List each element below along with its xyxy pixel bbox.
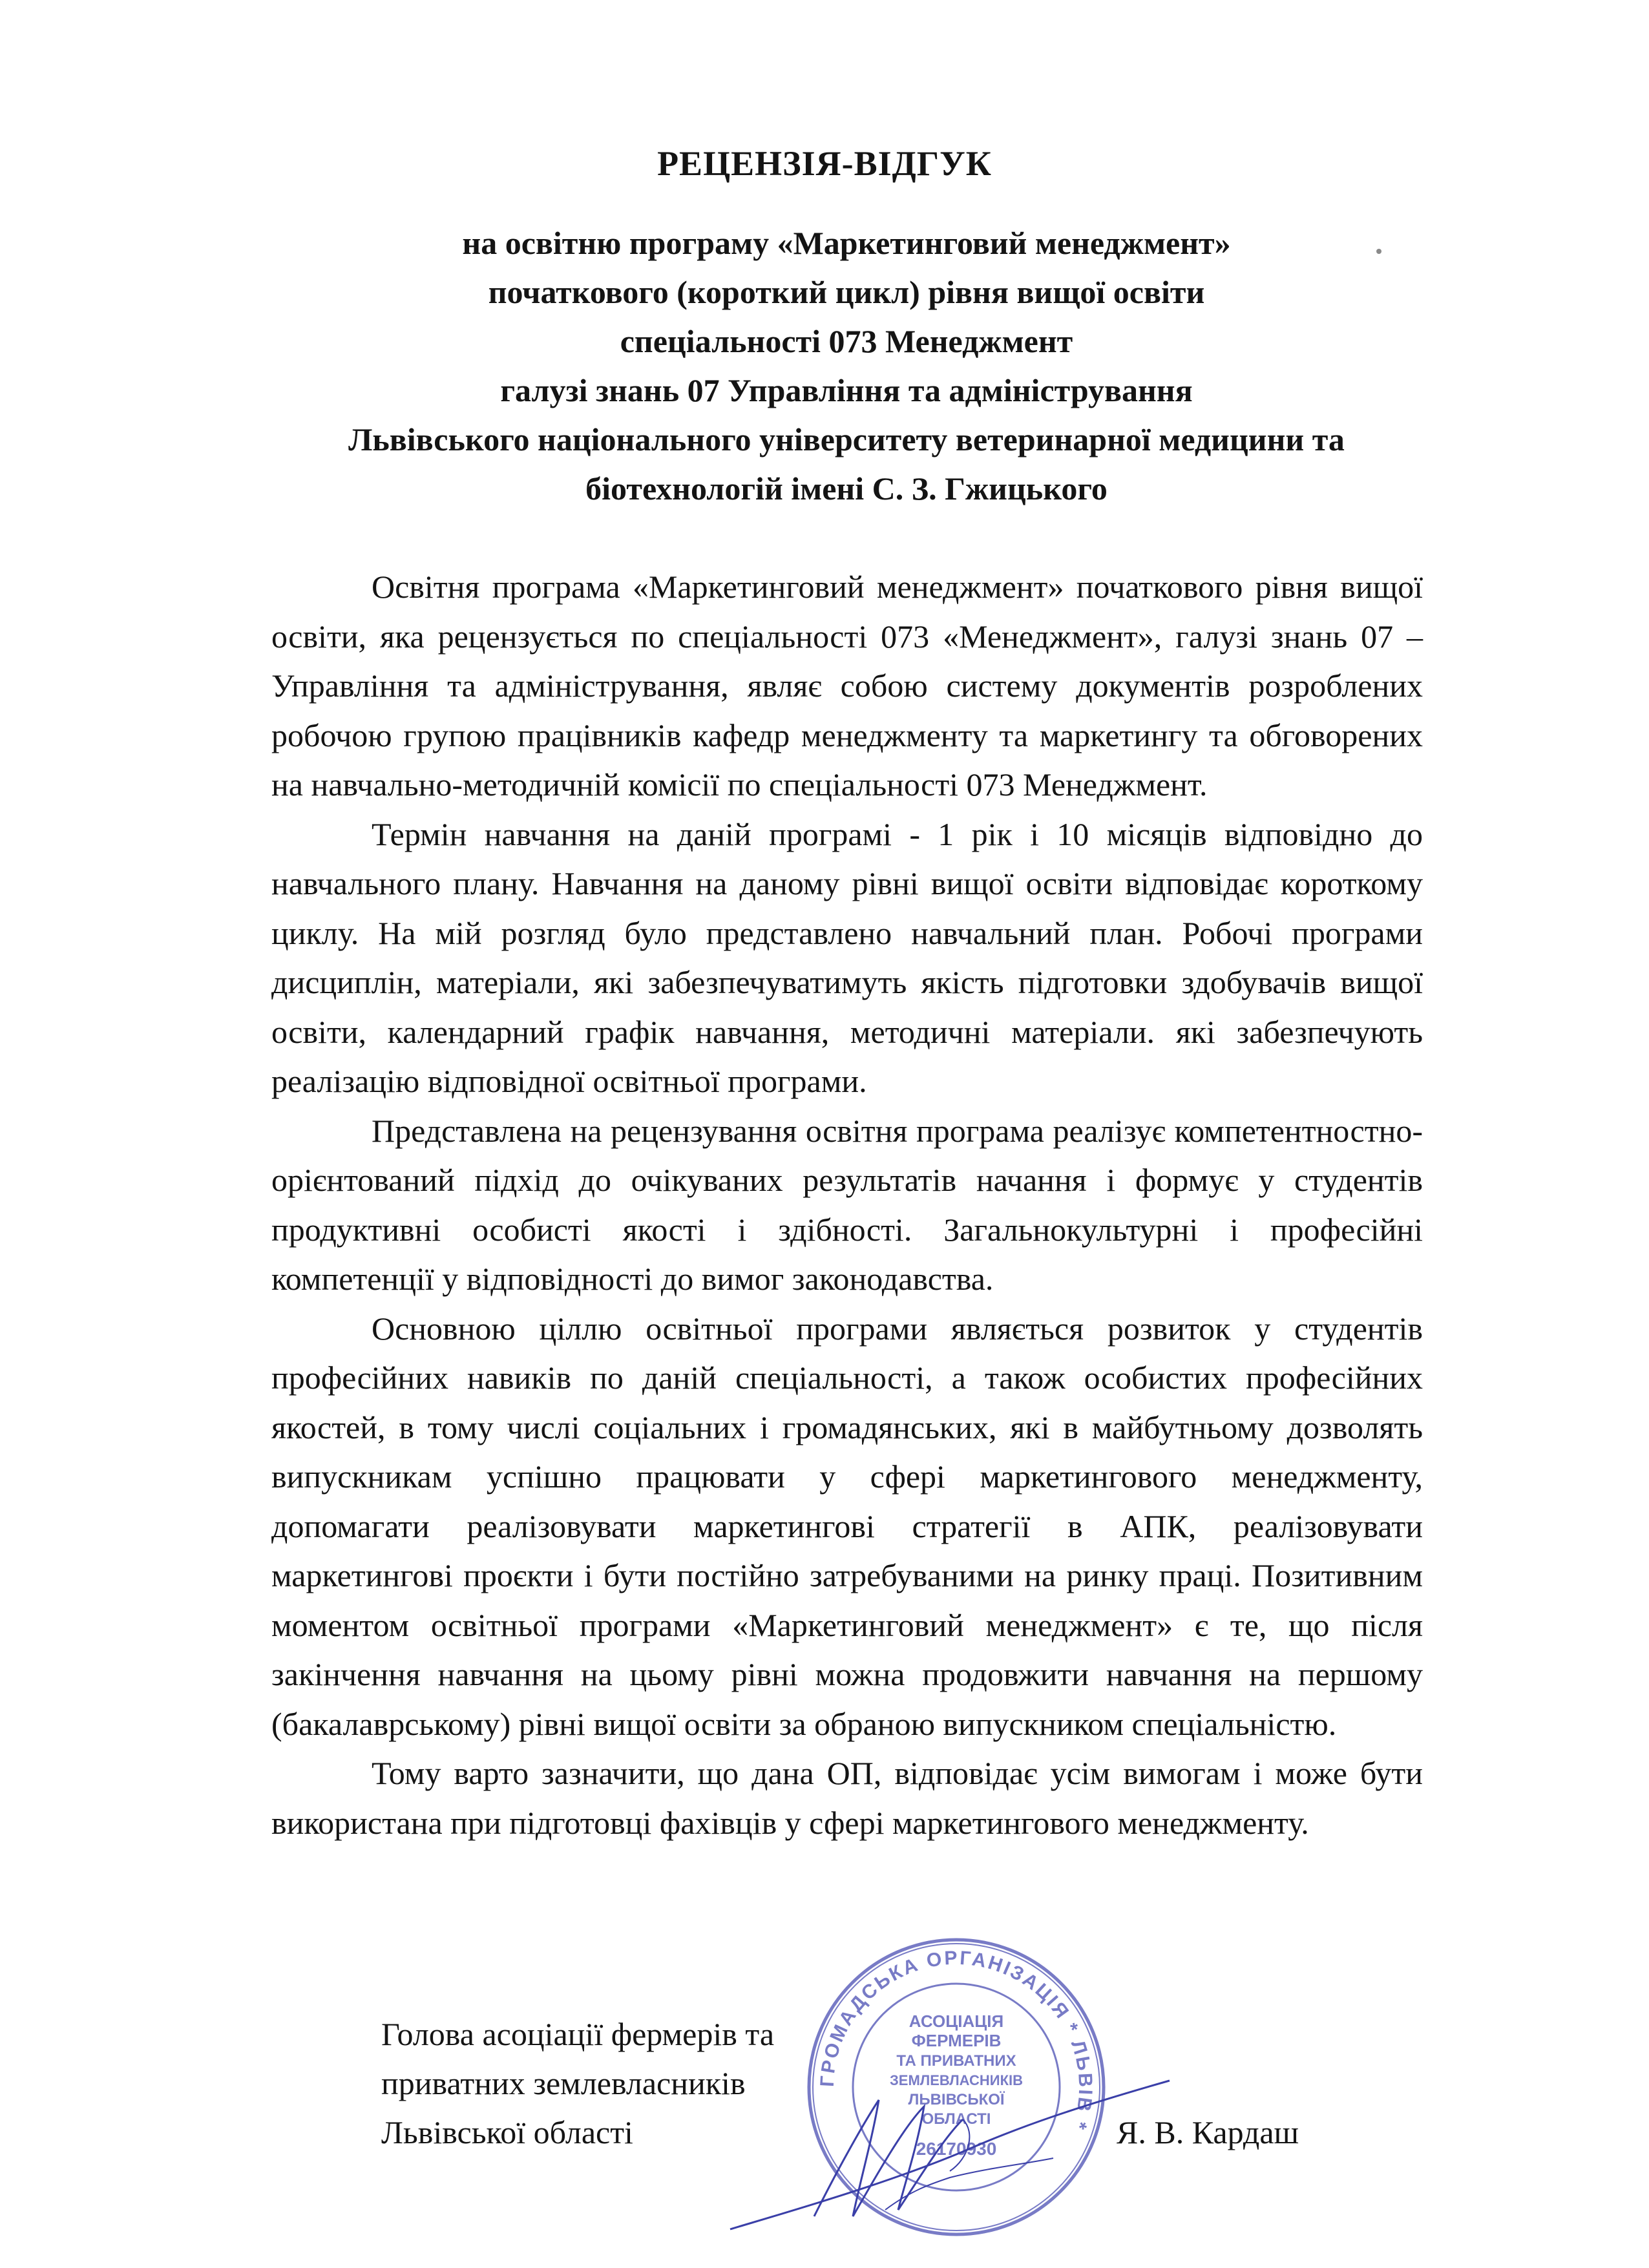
subtitle-line: біотехнологій імені С. З. Гжицького	[585, 470, 1108, 507]
document-title: РЕЦЕНЗІЯ-ВІДГУК	[657, 144, 992, 183]
body-paragraph: Термін навчання на даній програмі - 1 рік і 10 місяців відповідно до навчального плану. Навчання на даному рівні вищої освіти відповідає короткому циклу. На мій розгляд було представлено навчальний план. Робочі програми дисциплін, матеріали, які забезпечуватимуть якість підготовки здобувачів вищої освіти, календарний графік навчання, методичні матеріали. які забезпечують реалізацію відповідної освітньої програми.	[271, 815, 1423, 1099]
stamp-center-line: 26170930	[916, 2139, 997, 2159]
signer-position-line: приватних землевласників	[381, 2065, 746, 2101]
signer-position-line: Голова асоціації фермерів та	[381, 2016, 775, 2052]
stamp-center-line: АСОЦІАЦІЯ	[909, 2011, 1004, 2031]
subtitle-line: на освітню програму «Маркетинговий менеджмент»	[462, 225, 1231, 261]
signer-position-line: Львівської області	[381, 2114, 633, 2150]
body-paragraph: Освітня програма «Маркетинговий менеджмент» початкового рівня вищої освіти, яка рецензується по спеціальності 073 «Менеджмент», галузі знань 07 – Управління та адміністрування, являє собою систему документів розроблених робочою групою працівників кафедр менеджменту та маркетингу та обговорених на навчально-методичній комісії по спеціальності 073 Менеджмент.	[271, 569, 1423, 803]
subtitle-line: спеціальності 073 Менеджмент	[620, 323, 1073, 359]
stamp-center-line: ЛЬВІВСЬКОЇ	[908, 2091, 1005, 2108]
document-subtitle	[271, 218, 1422, 513]
stamp-center-line: ФЕРМЕРІВ	[911, 2031, 1002, 2050]
subtitle-line: початкового (короткий цикл) рівня вищої освіти	[488, 274, 1205, 310]
subtitle-line: Львівського національного університету ветеринарної медицини та	[348, 421, 1345, 457]
signer-name: Я. В. Кардаш	[1117, 2114, 1299, 2150]
body-paragraph: Тому варто зазначити, що дана ОП, відповідає усім вимогам і може бути використана при підготовці фахівців у сфері маркетингового менеджменту.	[271, 1755, 1423, 1841]
handwritten-signature	[717, 2061, 1234, 2242]
stamp-center-line: ЗЕМЛЕВЛАСНИКІВ	[889, 2072, 1024, 2088]
stamp-center-line: ТА ПРИВАТНИХ	[896, 2052, 1016, 2070]
body-paragraph: Представлена на рецензування освітня програма реалізує компетентностно-орієнтований підхід до очікуваних результатів начання і формує у студентів продуктивні особисті якості і здібності. Загальнокультурні і професійні компетенції у відповідності до вимог законодавства.	[271, 1112, 1423, 1297]
subtitle-line: галузі знань 07 Управління та адміністрування	[500, 372, 1193, 408]
body-paragraph: Основною ціллю освітньої програми являється розвиток у студентів професійних навиків по даній спеціальності, а також особистих професійних якостей, в тому числі соціальних і громадянських, які в майбутньому дозволять випускникам успішно працювати у сфері маркетингового менеджменту, допомагати реалізовувати маркетингові стратегії в АПК, реалізовувати маркетингові проєкти і бути постійно затребуваними на ринку праці. Позитивним моментом освітньої програми «Маркетинговий менеджмент» є те, що після закінчення навчання на цьому рівні можна продовжити навчання на першому (бакалаврському) рівні вищої освіти за обраною випускником спеціальністю.	[271, 1310, 1423, 1742]
stamp-center-line: ОБЛАСТІ	[921, 2110, 991, 2128]
review-body	[271, 562, 1423, 1847]
stamp-ring-text: ГРОМАДСЬКА ОРГАНІЗАЦІЯ * ЛЬВІВ *	[816, 1947, 1097, 2134]
